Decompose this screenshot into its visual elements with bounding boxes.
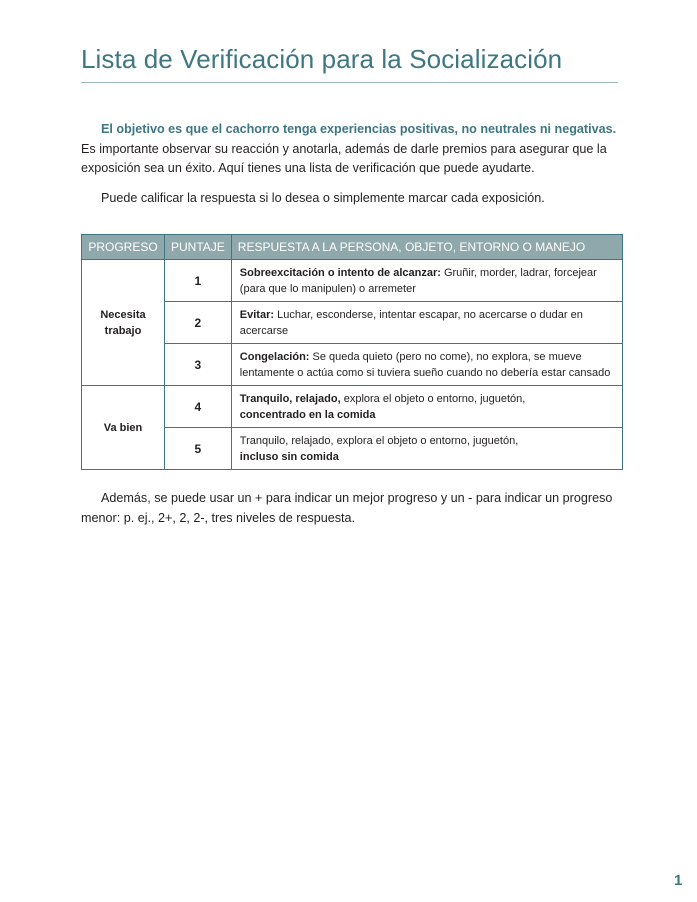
page-title: Lista de Verificación para la Socialización xyxy=(81,44,563,74)
footer-note xyxy=(81,489,626,528)
response-bold-end: incluso sin comida xyxy=(239,450,339,463)
intro-paragraph xyxy=(81,120,626,179)
progress-cell: Va bien xyxy=(82,386,165,470)
response-cell xyxy=(231,302,622,344)
response-cell xyxy=(231,386,622,428)
table-row xyxy=(82,386,623,428)
socialization-checklist-table xyxy=(81,234,623,470)
table-row xyxy=(82,260,623,302)
score-cell: 1 xyxy=(165,260,232,302)
response-cell xyxy=(231,428,622,470)
footer-note-line-1: Además, se puede usar un + para indicar un mejor progreso y un - para indicar un progreso xyxy=(101,491,613,505)
response-bold: Evitar: xyxy=(239,308,275,321)
response-text: Gruñir, morder, ladrar, forcejear (para que lo manipulen) o arremeter xyxy=(239,266,597,295)
response-bold-end: concentrado en la comida xyxy=(239,408,376,421)
response-bold: Tranquilo, relajado, xyxy=(239,392,341,405)
response-cell xyxy=(231,344,622,386)
response-cell xyxy=(231,260,622,302)
header-puntaje: PUNTAJE xyxy=(165,235,232,260)
response-text: Tranquilo, relajado, explora el objeto o entorno, juguetón, xyxy=(239,434,519,447)
response-text: explora el objeto o entorno, juguetón, xyxy=(340,392,526,405)
response-bold: Congelación: xyxy=(239,350,310,363)
table-header-row xyxy=(82,235,623,260)
page-number: 1 xyxy=(674,872,683,889)
response-text: Se queda quieto (pero no come), no explora, se mueve lentamente o actúa como si tuviera sueño cuando no debería estar cansado xyxy=(239,350,611,379)
footer-note-line-2: menor: p. ej., 2+, 2, 2-, tres niveles de respuesta. xyxy=(81,510,356,525)
intro-body: Es importante observar su reacción y anotarla, además de darle premios para asegurar que la exposición sea un éxito. Aquí tienes una lista de verificación que puede ayudarte. xyxy=(81,141,607,175)
title-divider xyxy=(81,82,618,83)
response-text: Luchar, esconderse, intentar escapar, no acercarse o dudar en acercarse xyxy=(239,308,583,337)
score-cell: 5 xyxy=(165,428,232,470)
score-cell: 4 xyxy=(165,386,232,428)
header-respuesta: RESPUESTA A LA PERSONA, OBJETO, ENTORNO O MANEJO xyxy=(231,235,622,260)
score-cell: 3 xyxy=(165,344,232,386)
rating-note: Puede calificar la respuesta si lo desea o simplemente marcar cada exposición. xyxy=(101,191,545,205)
intro-lead: El objetivo es que el cachorro tenga experiencias positivas, no neutrales ni negativas. xyxy=(101,122,617,136)
response-bold: Sobreexcitación o intento de alcanzar: xyxy=(239,266,441,279)
progress-cell: Necesita trabajo xyxy=(82,260,165,386)
score-cell: 2 xyxy=(165,302,232,344)
header-progreso: PROGRESO xyxy=(82,235,165,260)
